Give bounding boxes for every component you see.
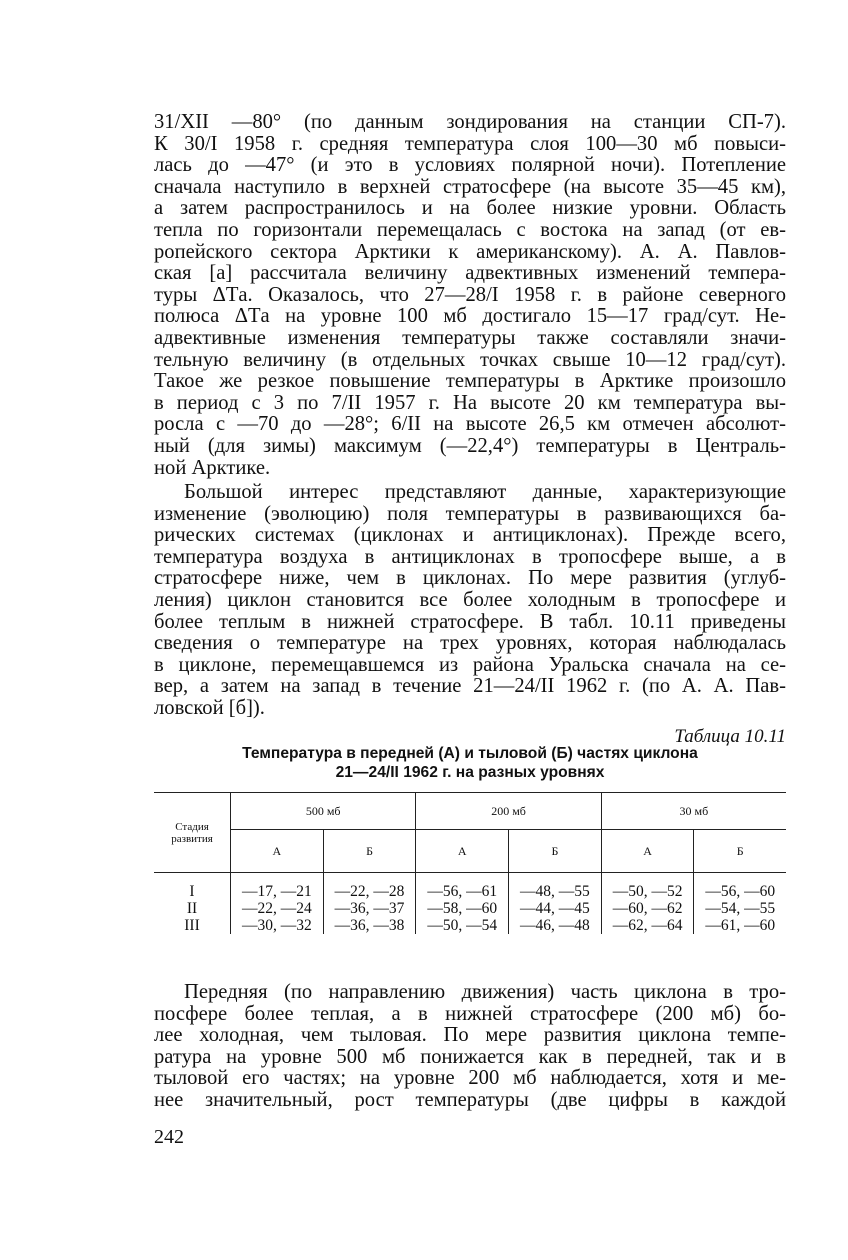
value-cell	[323, 873, 416, 935]
text-line: сведения о температуре на трех уровнях, которая наблюдалась	[154, 632, 786, 655]
level-header: 30 мб	[601, 793, 786, 830]
text-line: тельную величину (в отдельных точках свыше 10—12 град/сут).	[154, 348, 786, 371]
text-line: температура воздуха в антициклонах в тропосфере выше, а в	[154, 545, 786, 568]
level-header: 500 мб	[231, 793, 416, 830]
value: —50, —54	[427, 917, 498, 934]
value: —22, —24	[241, 900, 312, 917]
paragraph-1	[154, 112, 786, 479]
stage-label: I	[189, 883, 195, 900]
value: —22, —28	[334, 883, 405, 900]
value: —17, —21	[241, 883, 312, 900]
stage-header-line: развития	[171, 832, 213, 845]
value-cell	[694, 873, 786, 935]
table-caption: Таблица 10.11	[674, 726, 786, 747]
text-line: ной Арктике.	[154, 456, 271, 479]
text-line: ратура на уровне 500 мб понижается как в передней, так и в	[154, 1045, 786, 1068]
text-line: К 30/I 1958 г. средняя температура слоя 100—30 мб повыси-	[154, 132, 786, 155]
text-line: в циклоне, перемещавшемся из района Уральска сначала на се-	[154, 653, 786, 676]
value: —56, —60	[705, 883, 776, 900]
stage-header	[154, 793, 231, 873]
part-header: Б	[509, 830, 602, 873]
text-line: более теплым в нижней стратосфере. В табл. 10.11 приведены	[154, 610, 786, 633]
text-line: ления) циклон становится все более холодным в тропосфере и	[154, 588, 786, 611]
text-line: адвективные изменения температуры также составляли значи-	[154, 326, 786, 349]
part-header: А	[231, 830, 324, 873]
text-line: вер, а затем на запад в течение 21—24/II 1962 г. (по А. А. Пав-	[154, 675, 786, 698]
part-header: Б	[694, 830, 786, 873]
value: —56, —61	[427, 883, 498, 900]
value-cell	[231, 873, 324, 935]
text-line: Передняя (по направлению движения) часть циклона в тро-	[184, 981, 786, 1003]
paragraph-3	[154, 982, 786, 1112]
text-line: Такое же резкое повышение температуры в Арктике произошло	[154, 370, 786, 393]
page-number: 242	[154, 1126, 184, 1148]
value: —58, —60	[427, 900, 498, 917]
table-subheader-row	[154, 830, 786, 873]
text-line: ный (для зимы) максимум (—22,4°) температуры в Централь-	[154, 434, 786, 457]
text-line: изменение (эволюцию) поля температуры в развивающихся ба-	[154, 502, 786, 525]
text-line: ловской [б]).	[154, 696, 265, 719]
value: —30, —32	[241, 917, 312, 934]
text-line: в период с 3 по 7/II 1957 г. На высоте 20 км температура вы-	[154, 391, 786, 414]
table-row	[154, 873, 786, 935]
text-line: полюса ΔTа на уровне 100 мб достигало 15—17 град/сут. Не-	[154, 305, 786, 328]
text-line: лась до —47° (и это в условиях полярной ночи). Потепление	[154, 154, 786, 177]
value-cell	[509, 873, 602, 935]
text-line: нее значительный, рост температуры (две цифры в каждой	[154, 1088, 786, 1111]
value: —36, —37	[334, 900, 405, 917]
text-line: стратосфере ниже, чем в циклонах. По мере развития (углуб-	[154, 567, 786, 590]
value: —54, —55	[705, 900, 776, 917]
stage-cell	[154, 873, 231, 935]
part-header: Б	[323, 830, 416, 873]
paragraph-2	[154, 482, 786, 720]
value-cell	[601, 873, 694, 935]
stage-label: II	[186, 900, 198, 917]
text-line: ропейского сектора Арктики к американскому). А. А. Павлов-	[154, 240, 786, 263]
stage-header-line: Стадия	[175, 820, 209, 833]
text-line: посфере более теплая, а в нижней стратосфере (200 мб) бо-	[154, 1002, 786, 1025]
value: —44, —45	[520, 900, 590, 917]
value: —46, —48	[520, 917, 590, 934]
value: —61, —60	[705, 917, 776, 934]
text-line: тепла по горизонтали перемещалась с востока на запад (от ев-	[154, 218, 786, 241]
text-line: росла с —70 до —28°; 6/II на высоте 26,5 км отмечен абсолют-	[154, 413, 786, 436]
text-line: тыловой его частях; на уровне 200 мб наблюдается, хотя и ме-	[154, 1067, 786, 1090]
value: —48, —55	[520, 883, 590, 900]
table-title-line: Температура в передней (А) и тыловой (Б) частях циклона	[242, 745, 698, 762]
table-title	[154, 744, 786, 782]
text-line: туры ΔTа. Оказалось, что 27—28/I 1958 г. в районе северного	[154, 283, 786, 306]
part-header: А	[416, 830, 509, 873]
value-cell	[416, 873, 509, 935]
text-line: рических системах (циклонах и антициклонах). Прежде всего,	[154, 524, 786, 547]
value: —50, —52	[612, 883, 683, 900]
stage-label: III	[184, 917, 200, 934]
text-line: лее холодная, чем тыловая. По мере развития циклона темпе-	[154, 1024, 786, 1047]
value: —60, —62	[612, 900, 683, 917]
text-line: 31/XII —80° (по данным зондирования на станции СП-7).	[154, 111, 786, 133]
text-line: ская [а] рассчитала величину адвективных изменений темпера-	[154, 262, 786, 285]
part-header: А	[601, 830, 694, 873]
text-line: а затем распространилось и на более низкие уровни. Область	[154, 197, 786, 220]
value: —62, —64	[612, 917, 683, 934]
table-title-line: 21—24/II 1962 г. на разных уровнях	[335, 764, 605, 781]
level-header: 200 мб	[416, 793, 601, 830]
table-header-row	[154, 793, 786, 830]
text-line: Большой интерес представляют данные, характеризующие	[184, 481, 786, 503]
text-line: сначала наступило в верхней стратосфере (на высоте 35—45 км),	[154, 175, 786, 198]
value: —36, —38	[334, 917, 405, 934]
temperature-table	[154, 792, 786, 934]
